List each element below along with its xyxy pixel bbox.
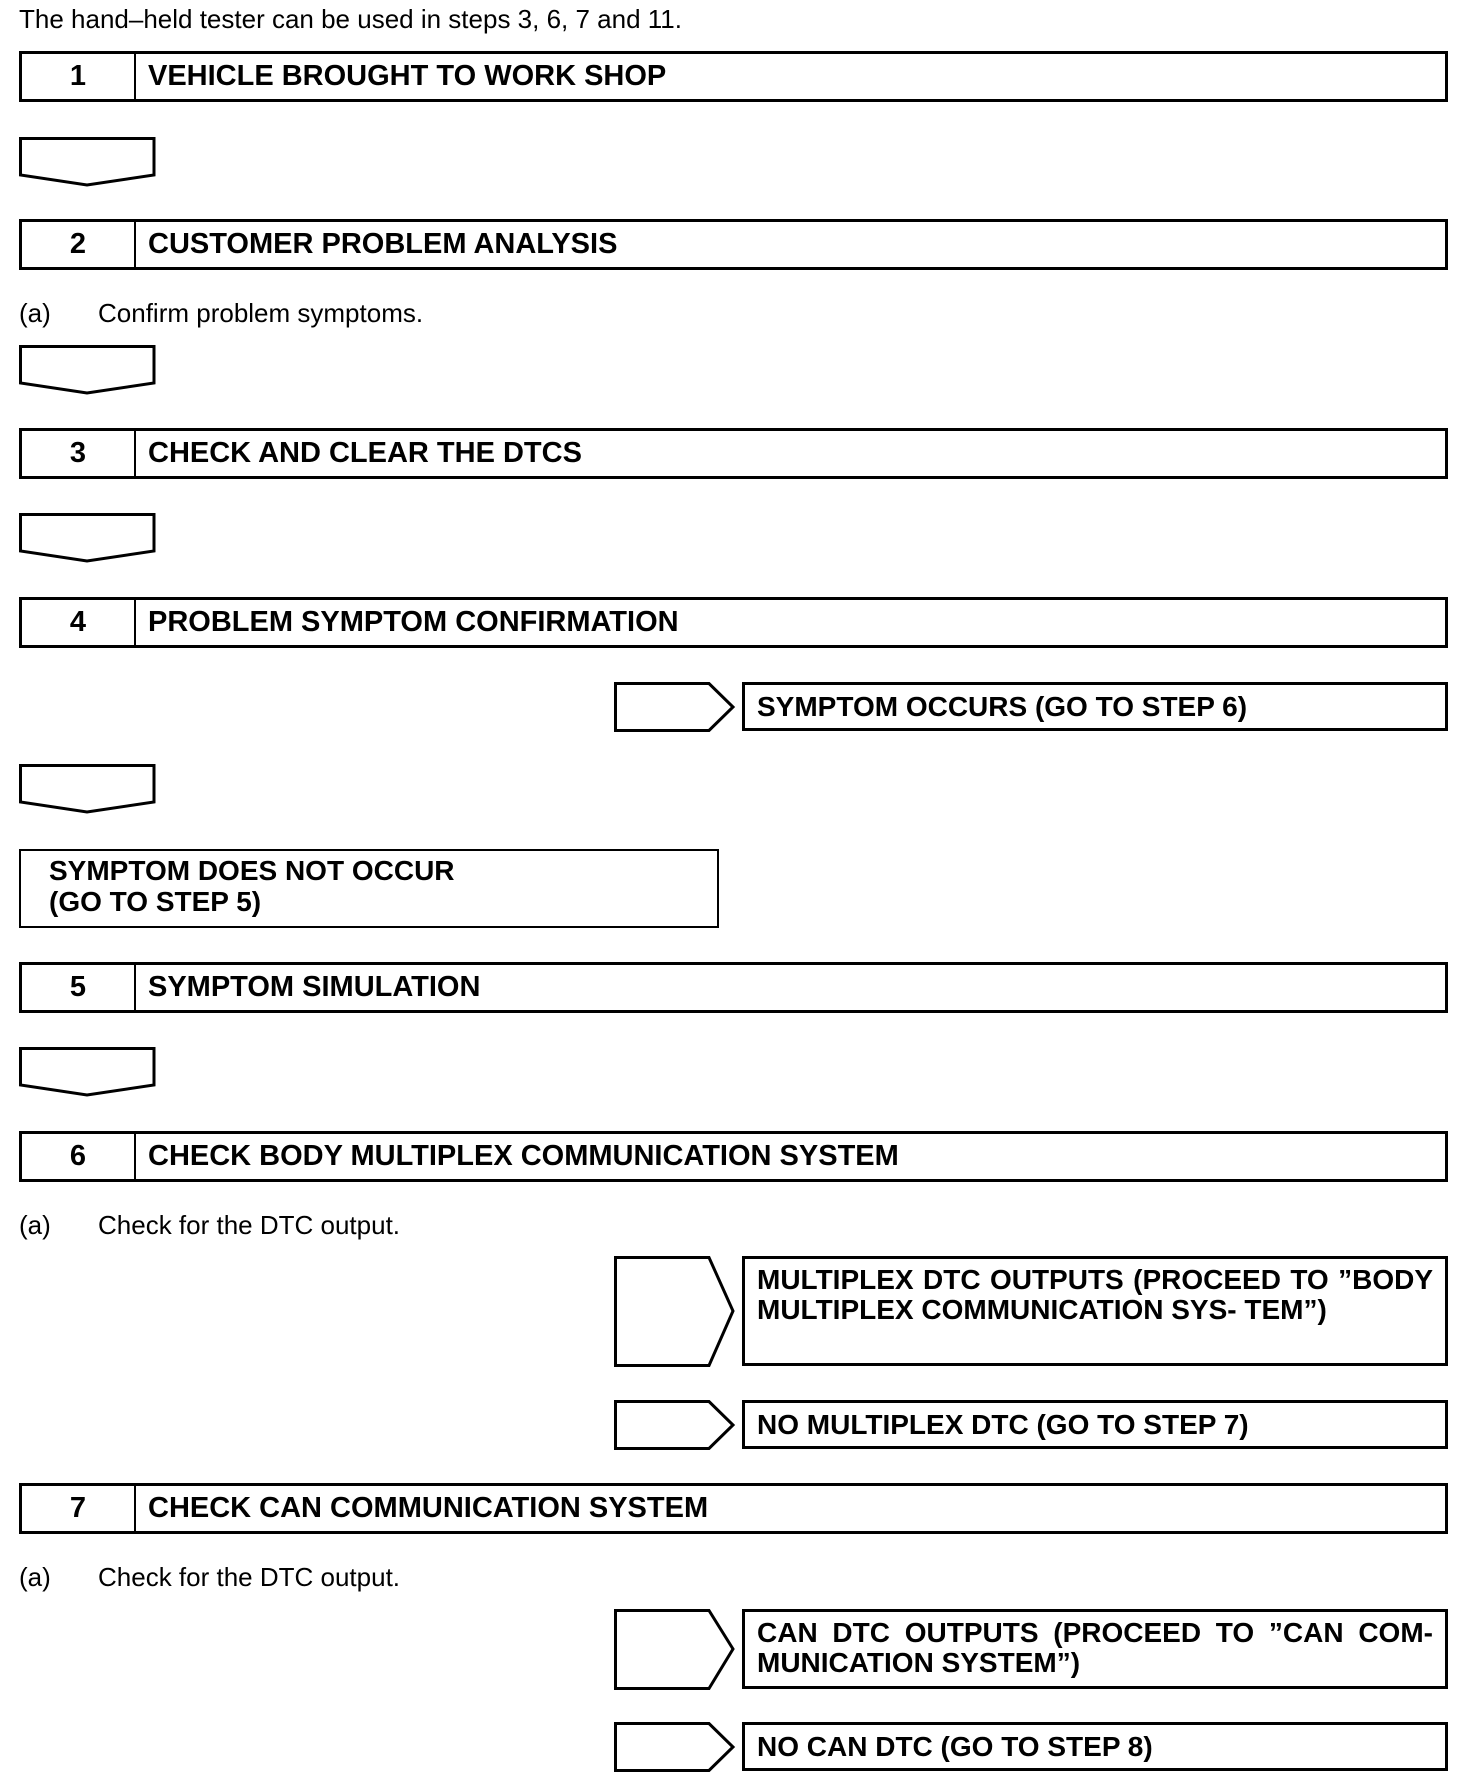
step-6-note xyxy=(19,1210,400,1241)
step-2 xyxy=(19,219,1448,270)
step-title: VEHICLE BROUGHT TO WORK SHOP xyxy=(148,60,667,92)
note-text: Check for the DTC output. xyxy=(98,1562,401,1592)
step-2-note xyxy=(19,298,423,329)
right-arrow-icon xyxy=(614,1722,736,1772)
result-no-can: NO CAN DTC (GO TO STEP 8) xyxy=(742,1722,1448,1771)
right-arrow-icon xyxy=(614,1609,736,1690)
result-symptom-not-occur xyxy=(19,849,719,928)
result-symptom-occurs: SYMPTOM OCCURS (GO TO STEP 6) xyxy=(742,682,1448,731)
step-title: CHECK CAN COMMUNICATION SYSTEM xyxy=(148,1492,709,1524)
down-arrow-icon xyxy=(19,513,156,563)
step-title: PROBLEM SYMPTOM CONFIRMATION xyxy=(148,606,679,638)
result-line: SYMPTOM DOES NOT OCCUR xyxy=(49,855,455,886)
step-number: 5 xyxy=(22,965,136,1010)
step-3 xyxy=(19,428,1448,479)
step-7-note xyxy=(19,1562,400,1593)
step-number: 3 xyxy=(22,431,136,476)
step-number: 2 xyxy=(22,222,136,267)
right-arrow-icon xyxy=(614,1256,736,1367)
note-label: (a) xyxy=(19,298,51,328)
down-arrow-icon xyxy=(19,137,156,187)
down-arrow-icon xyxy=(19,764,156,814)
right-arrow-icon xyxy=(614,682,736,732)
note-text: Confirm problem symptoms. xyxy=(98,298,424,328)
intro-text: The hand–held tester can be used in steps 3, 6, 7 and 11. xyxy=(19,4,682,34)
step-title: SYMPTOM SIMULATION xyxy=(148,971,481,1003)
step-1 xyxy=(19,51,1448,102)
note-text: Check for the DTC output. xyxy=(98,1210,401,1240)
step-title: CUSTOMER PROBLEM ANALYSIS xyxy=(148,228,618,260)
step-7 xyxy=(19,1483,1448,1534)
result-can-outputs: CAN DTC OUTPUTS (PROCEED TO ”CAN COM- MUNICATION SYSTEM”) xyxy=(742,1609,1448,1689)
step-number: 4 xyxy=(22,600,136,645)
step-number: 7 xyxy=(22,1486,136,1531)
step-6 xyxy=(19,1131,1448,1182)
step-number: 6 xyxy=(22,1134,136,1179)
right-arrow-icon xyxy=(614,1400,736,1450)
result-no-multiplex: NO MULTIPLEX DTC (GO TO STEP 7) xyxy=(742,1400,1448,1449)
note-label: (a) xyxy=(19,1210,51,1240)
result-line: (GO TO STEP 5) xyxy=(49,886,262,917)
step-title: CHECK BODY MULTIPLEX COMMUNICATION SYSTEM xyxy=(148,1140,899,1172)
step-title: CHECK AND CLEAR THE DTCS xyxy=(148,437,582,469)
step-5 xyxy=(19,962,1448,1013)
step-4 xyxy=(19,597,1448,648)
down-arrow-icon xyxy=(19,345,156,395)
note-label: (a) xyxy=(19,1562,51,1592)
down-arrow-icon xyxy=(19,1047,156,1097)
step-number: 1 xyxy=(22,54,136,99)
result-multiplex-outputs: MULTIPLEX DTC OUTPUTS (PROCEED TO ”BODY MULTIPLEX COMMUNICATION SYS- TEM”) xyxy=(742,1256,1448,1366)
